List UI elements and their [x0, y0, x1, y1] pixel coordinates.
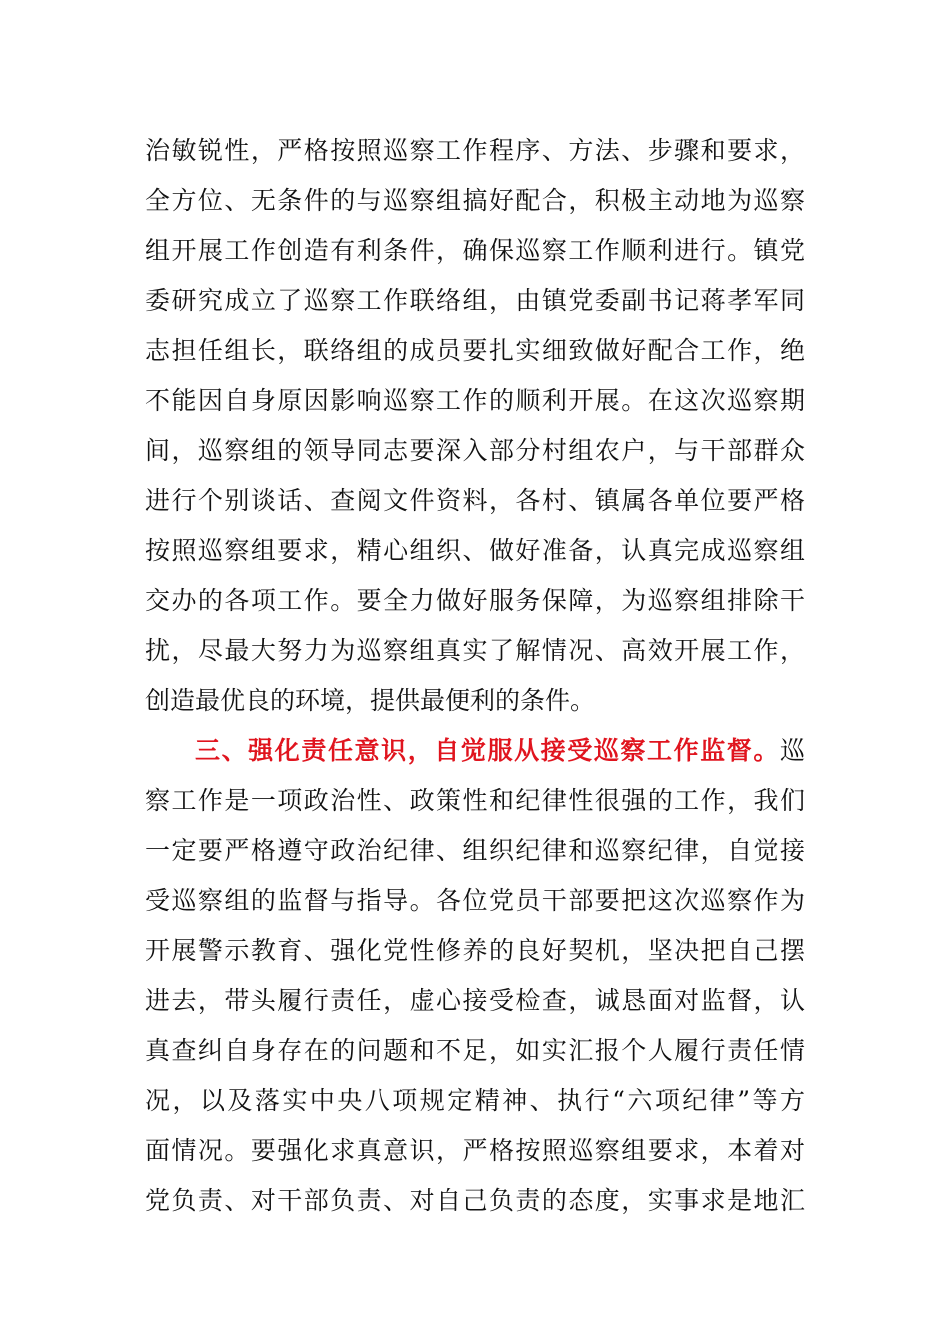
- paragraph-1: [145, 126, 805, 726]
- text-line: 进去，带头履行责任，虚心接受检查，诚恳面对监督，认: [145, 986, 805, 1015]
- text-line: 党负责、对干部负责、对自己负责的态度，实事求是地汇: [145, 1186, 805, 1215]
- section-3-first-line-rest: 巡: [779, 736, 805, 765]
- text-line: 扰，尽最大努力为巡察组真实了解情况、高效开展工作，: [145, 636, 805, 665]
- text-line: 开展警示教育、强化党性修养的良好契机，坚决把自己摆: [145, 936, 805, 965]
- text-line: 委研究成立了巡察工作联络组，由镇党委副书记蒋孝军同: [145, 286, 805, 315]
- text-line: 真查纠自身存在的问题和不足，如实汇报个人履行责任情: [145, 1036, 805, 1065]
- text-line: 面情况。要强化求真意识，严格按照巡察组要求，本着对: [145, 1136, 805, 1165]
- text-line: 不能因自身原因影响巡察工作的顺利开展。在这次巡察期: [145, 386, 805, 415]
- text-line: 治敏锐性，严格按照巡察工作程序、方法、步骤和要求，: [145, 136, 805, 165]
- text-line: 间，巡察组的领导同志要深入部分村组农户，与干部群众: [145, 436, 805, 465]
- text-line: 况，以及落实中央八项规定精神、执行“六项纪律”等方: [145, 1086, 805, 1115]
- text-line: 受巡察组的监督与指导。各位党员干部要把这次巡察作为: [145, 886, 805, 915]
- text-line: 组开展工作创造有利条件，确保巡察工作顺利进行。镇党: [145, 236, 805, 265]
- text-line: 进行个别谈话、查阅文件资料，各村、镇属各单位要严格: [145, 486, 805, 515]
- text-line: 创造最优良的环境，提供最便利的条件。: [145, 686, 596, 715]
- section-3-heading: 三、强化责任意识，自觉服从接受巡察工作监督。: [195, 736, 780, 765]
- document-body: [145, 126, 805, 1226]
- text-line: 按照巡察组要求，精心组织、做好准备，认真完成巡察组: [145, 536, 805, 565]
- text-line: 一定要严格遵守政治纪律、组织纪律和巡察纪律，自觉接: [145, 836, 805, 865]
- text-line: 察工作是一项政治性、政策性和纪律性很强的工作，我们: [145, 786, 805, 815]
- text-line: 交办的各项工作。要全力做好服务保障，为巡察组排除干: [145, 586, 805, 615]
- text-line: 全方位、无条件的与巡察组搞好配合，积极主动地为巡察: [145, 186, 805, 215]
- section-3: [145, 726, 805, 1226]
- text-line: 志担任组长，联络组的成员要扎实细致做好配合工作，绝: [145, 336, 805, 365]
- section-3-first-line: [145, 726, 805, 776]
